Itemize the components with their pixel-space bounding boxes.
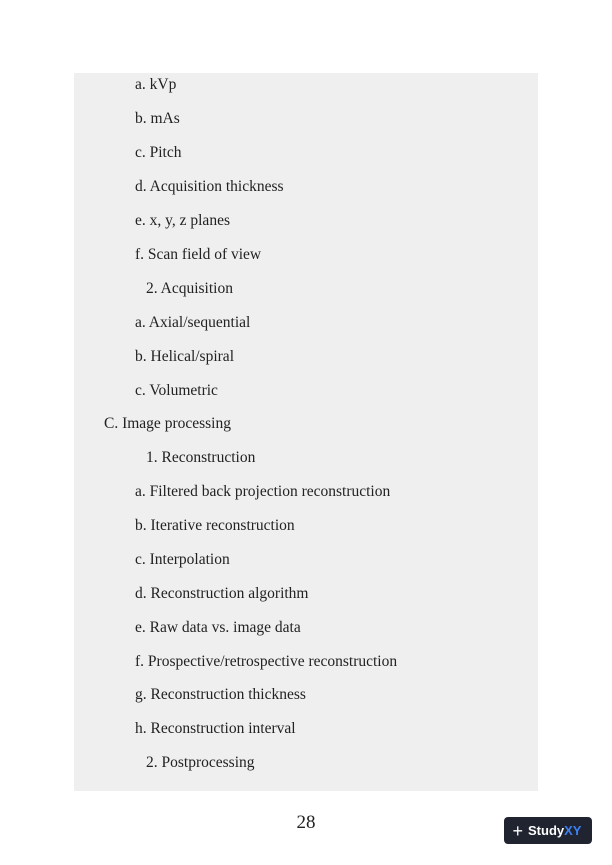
- outline-item: c. Pitch: [135, 144, 182, 161]
- outline-item: c. Volumetric: [135, 382, 218, 399]
- outline-item: d. Reconstruction algorithm: [135, 585, 309, 602]
- brand-name-prefix: Study: [528, 823, 565, 838]
- outline-item: f. Scan field of view: [135, 246, 262, 263]
- outline-item: e. Raw data vs. image data: [135, 619, 301, 636]
- outline-subheading: 2. Postprocessing: [146, 754, 255, 771]
- outline-subheading: 1. Reconstruction: [146, 449, 256, 466]
- outline-item: d. Acquisition thickness: [135, 178, 284, 195]
- outline-item: a. Axial/sequential: [135, 314, 251, 331]
- outline-item: h. Reconstruction interval: [135, 720, 296, 737]
- plus-icon: +: [512, 820, 524, 841]
- outline-subheading: 2. Acquisition: [146, 280, 233, 297]
- outline-item: e. x, y, z planes: [135, 212, 230, 229]
- outline-item: c. Interpolation: [135, 551, 230, 568]
- outline-section-heading: C. Image processing: [104, 415, 231, 432]
- studyxy-logo[interactable]: [504, 817, 592, 844]
- brand-name-suffix: XY: [564, 823, 582, 838]
- outline-item: b. mAs: [135, 110, 180, 127]
- outline-item: b. Helical/spiral: [135, 348, 234, 365]
- outline-item: f. Prospective/retrospective reconstruction: [135, 653, 398, 670]
- page-number: 28: [296, 812, 316, 833]
- outline-item: a. Filtered back projection reconstruction: [135, 483, 391, 500]
- outline-item: g. Reconstruction thickness: [135, 686, 306, 703]
- outline-item: b. Iterative reconstruction: [135, 517, 295, 534]
- outline-item: a. kVp: [135, 76, 177, 93]
